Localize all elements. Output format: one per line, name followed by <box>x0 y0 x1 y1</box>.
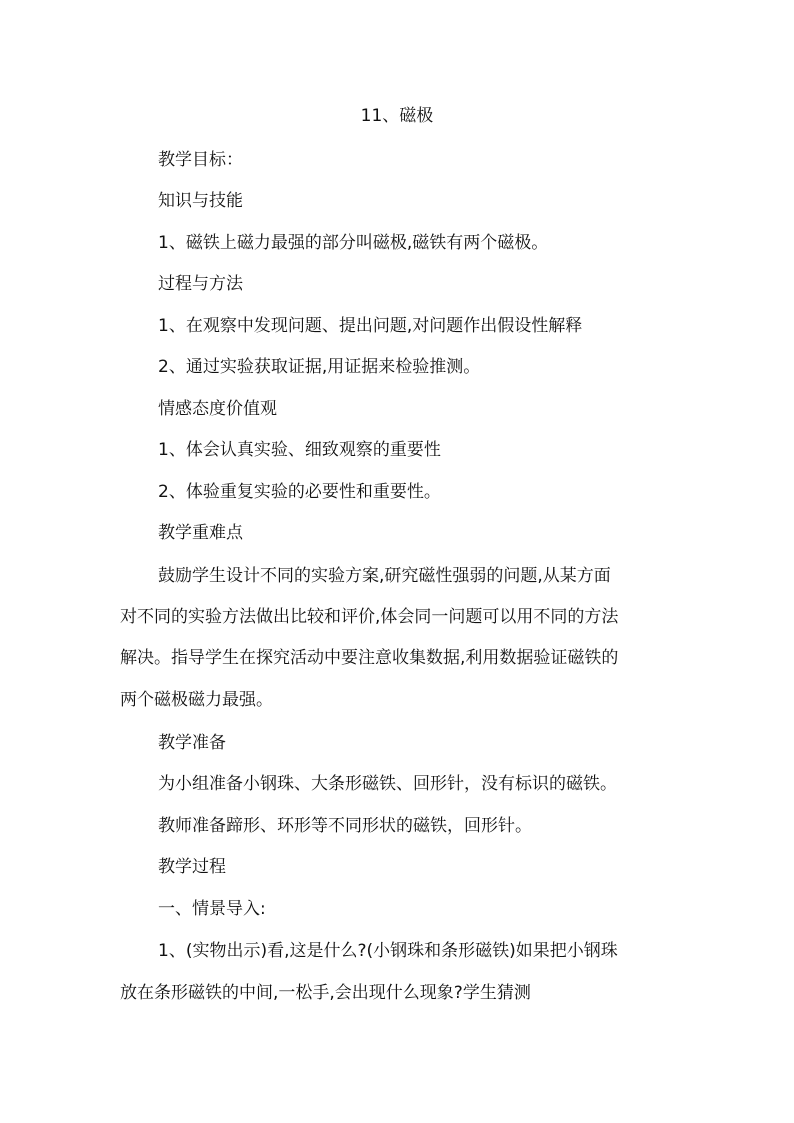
heading-emotion-values: 情感态度价值观 <box>158 399 277 419</box>
list-item: 2、通过实验获取证据,用证据来检验推测。 <box>158 357 481 377</box>
paragraph-line: 教师准备蹄形、环形等不同形状的磁铁，回形针。 <box>158 816 532 836</box>
list-item: 1、体会认真实验、细致观察的重要性 <box>158 440 441 460</box>
list-item: 1、在观察中发现问题、提出问题,对问题作出假设性解释 <box>158 316 583 336</box>
paragraph-line: 放在条形磁铁的中间,一松手,会出现什么现象?学生猜测 <box>120 983 531 1003</box>
section-heading: 一、情景导入: <box>158 899 266 919</box>
heading-knowledge-skills: 知识与技能 <box>158 191 243 211</box>
heading-teaching-process: 教学过程 <box>158 857 226 877</box>
paragraph-line: 鼓励学生设计不同的实验方案,研究磁性强弱的问题,从某方面 <box>158 566 611 586</box>
paragraph-line: 两个磁极磁力最强。 <box>120 690 273 710</box>
paragraph-line: 1、(实物出示)看,这是什么?(小钢珠和条形磁铁)如果把小钢珠 <box>158 941 618 961</box>
list-item: 2、体验重复实验的必要性和重要性。 <box>158 482 441 502</box>
list-item: 1、磁铁上磁力最强的部分叫磁极,磁铁有两个磁极。 <box>158 233 549 253</box>
heading-teaching-goals: 教学目标： <box>158 150 243 170</box>
heading-teaching-preparation: 教学准备 <box>158 733 226 753</box>
heading-process-method: 过程与方法 <box>158 274 243 294</box>
paragraph-line: 解决。指导学生在探究活动中要注意收集数据,利用数据验证磁铁的 <box>120 648 619 668</box>
paragraph-line: 为小组准备小钢珠、大条形磁铁、回形针，没有标识的磁铁。 <box>158 774 617 794</box>
paragraph-line: 对不同的实验方法做出比较和评价,体会同一问题可以用不同的方法 <box>120 607 619 627</box>
heading-key-difficulties: 教学重难点 <box>158 523 243 543</box>
document-title: 11、磁极 <box>360 106 434 126</box>
